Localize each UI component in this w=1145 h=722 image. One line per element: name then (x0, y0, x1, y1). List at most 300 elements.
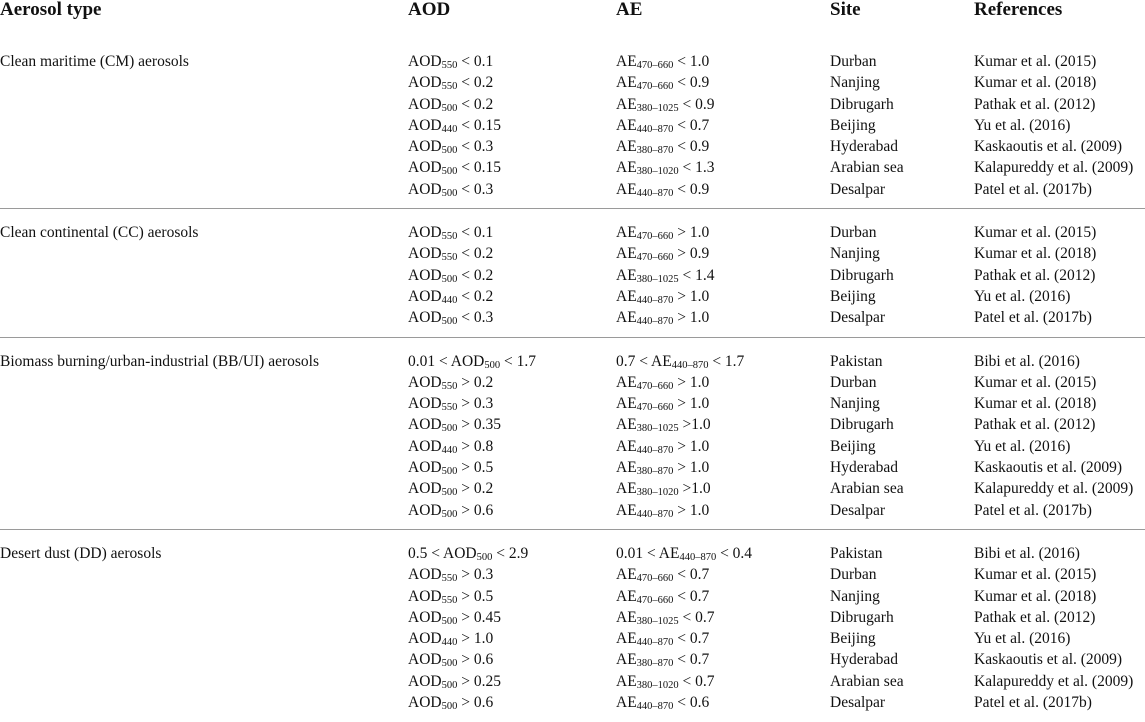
ae-value-subscript: 380–870 (636, 145, 674, 157)
ae-value (616, 222, 715, 243)
table-body (0, 38, 1145, 722)
aod-value-suffix: < 0.2 (457, 95, 494, 113)
aerosol-type-cell (0, 51, 189, 72)
aod-value-suffix: < 0.1 (457, 53, 494, 70)
aod-value-symbol: AOD (408, 53, 442, 70)
table-header (0, 0, 1145, 38)
ae-value (616, 628, 752, 649)
ae-value-suffix: < 0.9 (678, 95, 715, 113)
ae-column-cell (616, 351, 744, 521)
aod-value-suffix: < 0.15 (457, 159, 501, 177)
aod-value-subscript: 500 (441, 187, 458, 199)
aod-value-symbol: AOD (408, 138, 442, 156)
aerosol-type-label: Clean maritime (CM) aerosols (0, 53, 189, 70)
ae-value (616, 51, 715, 72)
aod-value-prefix: 0.5 < (408, 544, 444, 562)
ae-value (616, 436, 744, 457)
ae-value (616, 72, 715, 93)
aod-value-symbol: AOD (408, 459, 442, 477)
reference-value: Yu et al. (2016) (974, 437, 1071, 455)
ae-value-subscript: 380–870 (636, 658, 674, 670)
aod-value-suffix: < 0.15 (457, 116, 501, 134)
aod-value-suffix: < 0.1 (457, 224, 494, 242)
ae-value-symbol: AE (616, 480, 637, 498)
aod-value (408, 478, 536, 499)
aod-value-subscript: 500 (441, 658, 458, 670)
reference-value: Kumar et al. (2018) (974, 395, 1097, 413)
ae-value-symbol: AE (616, 501, 637, 519)
ae-value-subscript: 470–660 (636, 402, 674, 414)
ae-value-suffix: < 1.7 (708, 352, 745, 370)
aod-value-suffix: > 0.35 (457, 416, 501, 434)
site-value: Arabian sea (830, 480, 904, 498)
aod-value-suffix: < 0.3 (457, 180, 494, 198)
ae-value-suffix: < 0.6 (673, 694, 710, 712)
aod-value (408, 628, 528, 649)
aod-value-subscript: 500 (441, 423, 458, 435)
ae-value-subscript: 470–660 (636, 81, 674, 93)
ae-value (616, 94, 715, 115)
ae-value-subscript: 440–870 (636, 294, 674, 306)
reference-value: Kumar et al. (2018) (974, 587, 1097, 605)
ae-value (616, 307, 715, 328)
ae-value-prefix: 0.01 < (616, 544, 659, 562)
aerosol-type-cell (0, 351, 319, 372)
ae-value-subscript: 380–1020 (636, 166, 679, 178)
ae-value (616, 115, 715, 136)
aod-value (408, 265, 493, 286)
ae-value (616, 372, 744, 393)
aod-value (408, 351, 536, 372)
ae-value-subscript: 440–870 (636, 316, 674, 328)
aod-column-cell (408, 351, 536, 521)
reference-value: Pathak et al. (2012) (974, 608, 1096, 626)
ae-value-suffix: < 0.7 (673, 116, 710, 134)
site-value: Dibrugarh (830, 266, 894, 284)
site-column-cell (830, 51, 904, 200)
reference-value: Kaskaoutis et al. (2009) (974, 459, 1123, 477)
ae-value-subscript: 440–870 (636, 444, 674, 456)
aod-value-symbol: AOD (408, 416, 442, 434)
aod-value-suffix: > 0.6 (457, 501, 494, 519)
reference-value: Yu et al. (2016) (974, 630, 1071, 648)
site-value: Durban (830, 53, 877, 70)
aod-value-subscript: 500 (441, 508, 458, 520)
ae-value-suffix: > 0.9 (673, 245, 710, 263)
ae-value (616, 243, 715, 264)
site-value: Pakistan (830, 352, 883, 370)
reference-value: Kumar et al. (2015) (974, 373, 1097, 391)
aod-value-suffix: < 0.2 (457, 266, 494, 284)
aod-value-subscript: 440 (441, 123, 458, 135)
site-value: Pakistan (830, 544, 883, 562)
ae-value (616, 265, 715, 286)
aod-value-subscript: 500 (441, 273, 458, 285)
ae-value-suffix: > 1.0 (673, 224, 710, 242)
aod-value (408, 286, 493, 307)
aod-value-suffix: < 0.2 (457, 245, 494, 263)
site-value: Arabian sea (830, 672, 904, 690)
reference-value: Kalapureddy et al. (2009) (974, 672, 1134, 690)
ae-value (616, 649, 752, 670)
aod-value-subscript: 500 (441, 145, 458, 157)
aod-value (408, 607, 528, 628)
ae-value-symbol: AE (616, 672, 637, 690)
header-aod: AOD (408, 0, 451, 20)
site-value: Hyderabad (830, 459, 898, 477)
reference-value: Kumar et al. (2018) (974, 74, 1097, 92)
aod-value-symbol: AOD (408, 245, 442, 263)
aod-value-subscript: 440 (441, 637, 458, 649)
aod-value (408, 72, 501, 93)
ae-value (616, 671, 752, 692)
aerosol-type-label: Biomass burning/urban-industrial (BB/UI) aerosols (0, 352, 319, 370)
site-value: Hyderabad (830, 138, 898, 156)
site-column-cell (830, 543, 904, 713)
aod-value-suffix: > 0.2 (457, 373, 494, 391)
aod-value-subscript: 500 (441, 701, 458, 713)
aod-value-suffix: > 0.6 (457, 694, 494, 712)
aod-value-symbol: AOD (408, 224, 442, 242)
aod-value-subscript: 500 (441, 615, 458, 627)
site-value: Dibrugarh (830, 416, 894, 434)
aod-value-subscript: 440 (441, 294, 458, 306)
header-aerosol-type: Aerosol type (0, 0, 102, 20)
ae-value-symbol: AE (616, 395, 637, 413)
site-value: Desalpar (830, 501, 886, 519)
aerosol-group (0, 38, 1145, 209)
reference-value: Bibi et al. (2016) (974, 352, 1080, 370)
ae-value-symbol: AE (616, 95, 637, 113)
ae-value-symbol: AE (616, 587, 637, 605)
aod-value-suffix: > 0.5 (457, 459, 494, 477)
site-value: Durban (830, 224, 877, 242)
ae-value (616, 586, 752, 607)
reference-value: Bibi et al. (2016) (974, 544, 1080, 562)
ae-value (616, 157, 715, 178)
aod-value-subscript: 500 (441, 166, 458, 178)
ae-value-symbol: AE (658, 544, 680, 562)
ae-value (616, 478, 744, 499)
ref-column-cell (974, 543, 1133, 713)
aod-value (408, 222, 493, 243)
aod-column-cell (408, 543, 528, 713)
aod-value (408, 393, 536, 414)
aod-value (408, 136, 501, 157)
ae-value-subscript: 440–870 (671, 359, 709, 371)
aerosol-type-cell (0, 543, 161, 564)
aod-value-symbol: AOD (450, 352, 485, 370)
aod-value (408, 564, 528, 585)
ae-column-cell (616, 543, 752, 713)
reference-value: Pathak et al. (2012) (974, 416, 1096, 434)
aod-value (408, 179, 501, 200)
aod-value-subscript: 500 (441, 679, 458, 691)
aod-value (408, 372, 536, 393)
aod-value-symbol: AOD (408, 608, 442, 626)
aod-value-symbol: AOD (408, 95, 442, 113)
ae-value (616, 564, 752, 585)
aod-value-symbol: AOD (408, 587, 442, 605)
ref-column-cell (974, 351, 1133, 521)
aod-value-symbol: AOD (408, 74, 442, 92)
aod-value-suffix: > 0.3 (457, 395, 494, 413)
aod-value-suffix: < 0.3 (457, 138, 494, 156)
site-value: Durban (830, 566, 877, 584)
aod-value-subscript: 500 (441, 487, 458, 499)
ae-value-subscript: 380–1025 (636, 102, 679, 114)
ae-value-symbol: AE (616, 287, 637, 305)
aod-value-subscript: 500 (484, 359, 501, 371)
aod-value (408, 586, 528, 607)
aod-value-subscript: 550 (441, 60, 458, 71)
aod-value (408, 457, 536, 478)
ae-value-symbol: AE (616, 651, 637, 669)
ae-column-cell (616, 222, 715, 328)
ae-value-prefix: 0.7 < (616, 352, 652, 370)
ae-value (616, 500, 744, 521)
aod-value-symbol: AOD (408, 309, 442, 327)
aerosol-group (0, 338, 1145, 530)
ae-value-symbol: AE (616, 180, 637, 198)
ae-value (616, 286, 715, 307)
ae-value (616, 136, 715, 157)
ae-value-symbol: AE (616, 224, 637, 242)
site-value: Beijing (830, 287, 876, 305)
ae-value-symbol: AE (616, 53, 637, 70)
aod-value-suffix: < 0.2 (457, 287, 494, 305)
aerosol-type-label: Desert dust (DD) aerosols (0, 544, 162, 562)
aod-value-subscript: 550 (441, 231, 458, 243)
ae-value-subscript: 440–870 (636, 123, 674, 135)
ae-value (616, 414, 744, 435)
site-value: Beijing (830, 630, 876, 648)
ae-value-suffix: < 0.9 (673, 180, 710, 198)
reference-value: Kumar et al. (2018) (974, 245, 1097, 263)
site-value: Desalpar (830, 309, 886, 327)
aod-value-symbol: AOD (408, 437, 442, 455)
ae-value-subscript: 380–870 (636, 466, 674, 478)
aod-value-suffix: > 0.45 (457, 608, 501, 626)
ae-value-suffix: < 0.7 (673, 587, 710, 605)
reference-value: Kumar et al. (2015) (974, 53, 1097, 70)
site-value: Nanjing (830, 74, 880, 92)
aod-value-symbol: AOD (408, 501, 442, 519)
aod-value-symbol: AOD (408, 395, 442, 413)
site-value: Desalpar (830, 694, 886, 712)
aod-value-symbol: AOD (408, 180, 442, 198)
ae-value-suffix: < 1.0 (673, 53, 710, 70)
site-value: Nanjing (830, 395, 880, 413)
ae-value-suffix: < 1.4 (678, 266, 715, 284)
aod-value (408, 436, 536, 457)
reference-value: Patel et al. (2017b) (974, 309, 1092, 327)
ae-value-subscript: 440–870 (636, 637, 674, 649)
ae-value-subscript: 470–660 (636, 573, 674, 585)
ae-value-subscript: 440–870 (679, 551, 717, 563)
ae-value-suffix: > 1.0 (673, 501, 710, 519)
aod-value-suffix: < 0.3 (457, 309, 494, 327)
aod-value-suffix: > 0.6 (457, 651, 494, 669)
site-value: Dibrugarh (830, 95, 894, 113)
reference-value: Patel et al. (2017b) (974, 180, 1092, 198)
aod-value-symbol: AOD (408, 566, 442, 584)
ae-value-subscript: 470–660 (636, 252, 674, 264)
site-value: Desalpar (830, 180, 886, 198)
aod-value-symbol: AOD (408, 672, 442, 690)
site-value: Arabian sea (830, 159, 904, 177)
aod-value (408, 157, 501, 178)
site-column-cell (830, 222, 894, 328)
site-value: Hyderabad (830, 651, 898, 669)
ae-value-symbol: AE (616, 74, 637, 92)
aod-value-suffix: < 0.2 (457, 74, 494, 92)
aod-value-symbol: AOD (408, 630, 442, 648)
ae-value-suffix: < 0.7 (673, 630, 710, 648)
ae-value-subscript: 470–660 (636, 231, 674, 243)
ae-value-symbol: AE (616, 159, 637, 177)
header-references: References (974, 0, 1063, 20)
ae-value-suffix: > 1.0 (673, 395, 710, 413)
ae-value-symbol: AE (616, 566, 637, 584)
site-column-cell (830, 351, 904, 521)
aod-value-symbol: AOD (408, 266, 442, 284)
aod-value-suffix: > 0.8 (457, 437, 494, 455)
ae-value (616, 351, 744, 372)
aod-value-suffix: > 0.2 (457, 480, 494, 498)
site-value: Nanjing (830, 587, 880, 605)
ae-value (616, 607, 752, 628)
reference-value: Yu et al. (2016) (974, 287, 1071, 305)
reference-value: Yu et al. (2016) (974, 116, 1071, 134)
reference-value: Kaskaoutis et al. (2009) (974, 138, 1123, 156)
ae-value-symbol: AE (616, 437, 637, 455)
aod-value-suffix: > 0.25 (457, 672, 501, 690)
ref-column-cell (974, 51, 1133, 200)
ae-value (616, 692, 752, 713)
site-value: Durban (830, 373, 877, 391)
ae-value-symbol: AE (616, 245, 637, 263)
aod-value-prefix: 0.01 < (408, 352, 451, 370)
aod-value-subscript: 500 (476, 551, 493, 563)
aod-value-suffix: > 0.3 (457, 566, 494, 584)
aod-value (408, 115, 501, 136)
ae-value-symbol: AE (616, 416, 637, 434)
ae-value-symbol: AE (616, 608, 637, 626)
aod-value-subscript: 550 (441, 594, 458, 606)
aod-value-subscript: 550 (441, 573, 458, 585)
ae-value-symbol: AE (616, 373, 637, 391)
ae-value-subscript: 440–870 (636, 508, 674, 520)
aod-value (408, 692, 528, 713)
aod-value-symbol: AOD (408, 694, 442, 712)
aod-value-subscript: 500 (441, 102, 458, 114)
aod-value (408, 243, 493, 264)
ae-value-subscript: 380–1020 (636, 487, 679, 499)
ae-value-suffix: < 0.7 (678, 672, 715, 690)
ae-value (616, 179, 715, 200)
header-site: Site (830, 0, 861, 20)
aod-column-cell (408, 51, 501, 200)
ae-value-subscript: 470–660 (636, 594, 674, 606)
ae-value-symbol: AE (616, 694, 637, 712)
reference-value: Kalapureddy et al. (2009) (974, 480, 1134, 498)
ae-value-subscript: 380–1025 (636, 273, 679, 285)
aod-value (408, 307, 493, 328)
header-ae: AE (616, 0, 643, 20)
aod-value-subscript: 440 (441, 444, 458, 456)
aod-value-subscript: 550 (441, 402, 458, 414)
ae-value-symbol: AE (616, 309, 637, 327)
aod-value-symbol: AOD (408, 159, 442, 177)
aerosol-type-cell (0, 222, 198, 243)
reference-value: Kumar et al. (2015) (974, 224, 1097, 242)
aod-value-suffix: < 2.9 (492, 544, 529, 562)
aod-value-suffix: > 0.5 (457, 587, 494, 605)
ae-value-subscript: 380–1025 (636, 423, 679, 435)
ae-value-suffix: > 1.0 (673, 459, 710, 477)
ae-value-symbol: AE (651, 352, 672, 370)
ae-value-suffix: < 0.9 (673, 74, 710, 92)
ae-value-symbol: AE (616, 116, 637, 134)
ae-value-suffix: < 0.7 (678, 608, 715, 626)
ae-value-suffix: > 1.0 (673, 287, 710, 305)
aod-value-symbol: AOD (408, 651, 442, 669)
aod-value-subscript: 550 (441, 81, 458, 93)
ae-value-symbol: AE (616, 138, 637, 156)
site-value: Nanjing (830, 245, 880, 263)
reference-value: Kumar et al. (2015) (974, 566, 1097, 584)
aod-value-symbol: AOD (443, 544, 477, 562)
site-value: Dibrugarh (830, 608, 894, 626)
ae-value (616, 543, 752, 564)
aod-value-symbol: AOD (408, 480, 442, 498)
ae-value-suffix: > 1.0 (673, 437, 710, 455)
ae-value-suffix: < 0.4 (716, 544, 753, 562)
aod-value (408, 671, 528, 692)
reference-value: Patel et al. (2017b) (974, 694, 1092, 712)
aerosol-group (0, 530, 1145, 722)
ae-value-suffix: < 1.3 (678, 159, 715, 177)
ae-value-suffix: > 1.0 (673, 373, 710, 391)
site-value: Beijing (830, 116, 876, 134)
ae-value (616, 457, 744, 478)
ae-value-suffix: < 0.7 (673, 566, 710, 584)
reference-value: Kaskaoutis et al. (2009) (974, 651, 1123, 669)
aod-value-symbol: AOD (408, 116, 442, 134)
aod-value-symbol: AOD (408, 373, 442, 391)
ae-value-subscript: 380–1025 (636, 615, 679, 627)
ae-value (616, 393, 744, 414)
ae-value-suffix: < 0.7 (673, 651, 710, 669)
ae-value-suffix: >1.0 (678, 416, 711, 434)
ae-value-subscript: 440–870 (636, 187, 674, 199)
aerosol-type-label: Clean continental (CC) aerosols (0, 224, 199, 242)
ae-value-subscript: 380–1020 (636, 679, 679, 691)
aod-value-suffix: > 1.0 (457, 630, 494, 648)
ae-value-symbol: AE (616, 459, 637, 477)
ae-value-suffix: >1.0 (678, 480, 711, 498)
reference-value: Pathak et al. (2012) (974, 266, 1096, 284)
ae-value-subscript: 470–660 (636, 60, 674, 71)
aod-value-subscript: 550 (441, 252, 458, 264)
aod-column-cell (408, 222, 493, 328)
ae-value-subscript: 440–870 (636, 701, 674, 713)
ae-value-subscript: 470–660 (636, 380, 674, 392)
ae-value-suffix: > 1.0 (673, 309, 710, 327)
aod-value (408, 414, 536, 435)
aod-value (408, 51, 501, 72)
